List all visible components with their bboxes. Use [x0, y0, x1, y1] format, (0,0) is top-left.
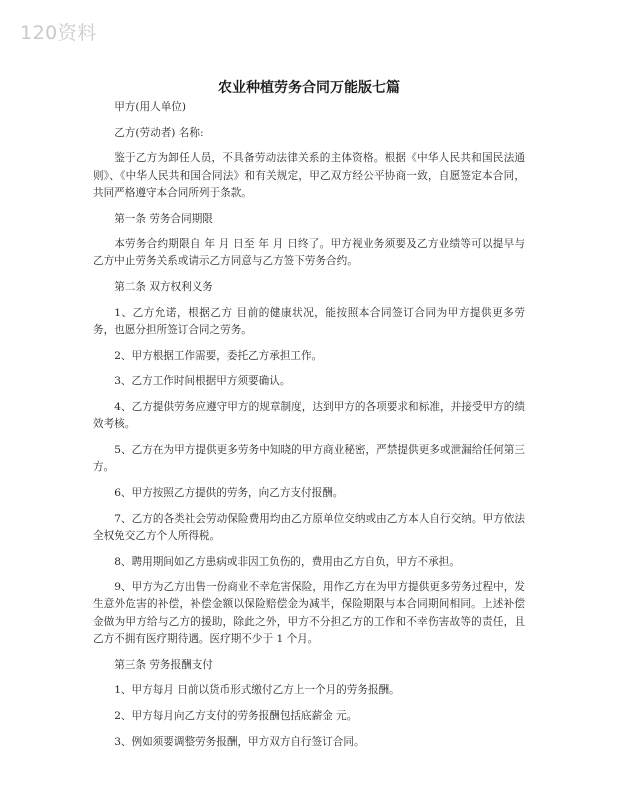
article-2-clause-9: 9、甲方为乙方出售一份商业不幸危害保险，用作乙方在为甲方提供更多劳务过程中，发生意外危害的补偿，补偿金额以保险赔偿金为减半，保险期限与本合同期间相同。上述补偿金做为甲方给与乙方的援助，除此之外，甲方不分担乙方的工作和不幸伤害故等的责任，且乙方不拥有医疗期待遇。医疗期不少于 1 个月。 — [93, 581, 525, 645]
article-2-clause-8: 8、聘用期间如乙方患病或非因工负伤的，费用由乙方自负，甲方不承担。 — [114, 555, 460, 568]
article-3-heading: 第三条 劳务报酬支付 — [114, 658, 213, 671]
article-2-clause-5: 5、乙方在为甲方提供更多劳务中知晓的甲方商业秘密，严禁提供更多或泄漏给任何第三方。 — [93, 444, 525, 474]
article-2-clause-2: 2、甲方根据工作需要，委托乙方承担工作。 — [114, 349, 323, 362]
article-1-heading: 第一条 劳务合同期限 — [114, 212, 213, 225]
watermark-logo: 120资料 — [20, 22, 97, 44]
article-3-clause-1: 1、甲方每月 日前以货币形式缴付乙方上一个月的劳务报酬。 — [114, 684, 400, 697]
preamble-paragraph: 鉴于乙方为卸任人员，不具备劳动法律关系的主体资格。根据《中华人民共和国民法通则》、《中华人民共和国合同法》和有关规定，甲乙双方经公平协商一致，自愿签定本合同，共同严格遵守本合同所列于条款。 — [93, 152, 525, 199]
party-b-line: 乙方(劳动者) 名称: — [114, 126, 204, 139]
article-3-clause-2: 2、甲方每月向乙方支付的劳务报酬包括底薪金 元。 — [114, 709, 358, 722]
document-body — [93, 99, 525, 751]
article-2-clause-4: 4、乙方提供劳务应遵守甲方的规章制度，达到甲方的各项要求和标准，并接受甲方的绩效考核。 — [93, 401, 525, 431]
article-2-heading: 第二条 双方权利义务 — [114, 281, 213, 294]
article-2-clause-1: 1、乙方允诺，根据乙方 目前的健康状况，能按照本合同签订合同为甲方提供更多劳务，也愿分担所签订合同之劳务。 — [93, 306, 525, 337]
article-3-clause-3: 3、例如须要调整劳务报酬，甲方双方自行签订合同。 — [114, 735, 365, 748]
article-2-clause-6: 6、甲方按照乙方提供的劳务，向乙方支付报酬。 — [114, 486, 344, 499]
article-1-paragraph: 本劳务合约期限自 年 月 日至 年 月 日终了。甲方视业务须要及乙方业绩等可以提早与乙方中止劳务关系或请示乙方同意与乙方签下劳务合约。 — [93, 238, 525, 268]
document-title: 农业种植劳务合同万能版七篇 — [218, 80, 400, 96]
article-2-clause-3: 3、乙方工作时间根据甲方须要确认。 — [114, 375, 291, 388]
article-2-clause-7: 7、乙方的各类社会劳动保险费用均由乙方原单位交纳或由乙方本人自行交纳。甲方依法全权免交乙方个人所得税。 — [93, 512, 525, 542]
party-a-line: 甲方(用人单位) — [114, 101, 187, 113]
